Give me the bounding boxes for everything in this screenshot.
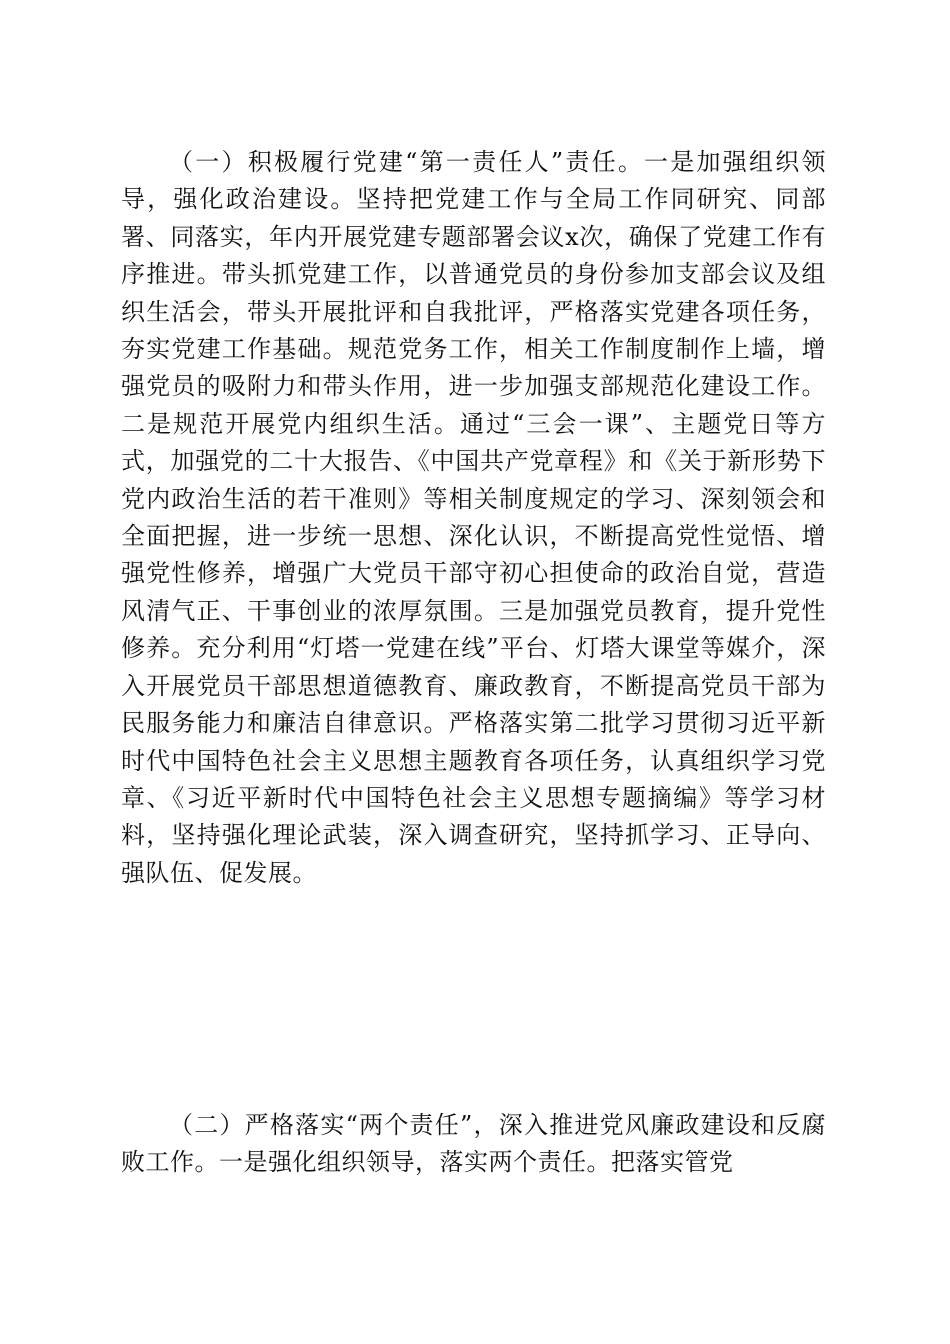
paragraph-two-responsibilities: （二）严格落实“两个责任”，深入推进党风廉政建设和反腐败工作。一是强化组织领导，落实两个责任。把落实管党 — [121, 1111, 826, 1177]
paragraph-party-building-responsibility: （一）积极履行党建“第一责任人”责任。一是加强组织领导，强化政治建设。坚持把党建工作与全局工作同研究、同部署、同落实，年内开展党建专题部署会议x次，确保了党建工作有序推进。带头抓党建工作，以普通党员的身份参加支部会议及组织生活会，带头开展批评和自我批评，严格落实党建各项任务，夯实党建工作基础。规范党务工作，相关工作制度制作上墙，增强党员的吸附力和带头作用，进一步加强支部规范化建设工作。二是规范开展党内组织生活。通过“三会一课”、主题党日等方式，加强党的二十大报告、《中国共产党章程》和《关于新形势下党内政治生活的若干准则》等相关制度规定的学习、深刻领会和全面把握，进一步统一思想、深化认识，不断提高党性觉悟、增强党性修养，增强广大党员干部守初心担使命的政治自觉，营造风清气正、干事创业的浓厚氛围。三是加强党员教育，提升党性修养。充分利用“灯塔一党建在线”平台、灯塔大课堂等媒介，深入开展党员干部思想道德教育、廉政教育，不断提高党员干部为民服务能力和廉洁自律意识。严格落实第二批学习贯彻习近平新时代中国特色社会主义思想主题教育各项任务，认真组织学习党章、《习近平新时代中国特色社会主义思想专题摘编》等学习材料，坚持强化理论武装，深入调查研究，坚持抓学习、正导向、强队伍、促发展。 — [121, 148, 826, 887]
